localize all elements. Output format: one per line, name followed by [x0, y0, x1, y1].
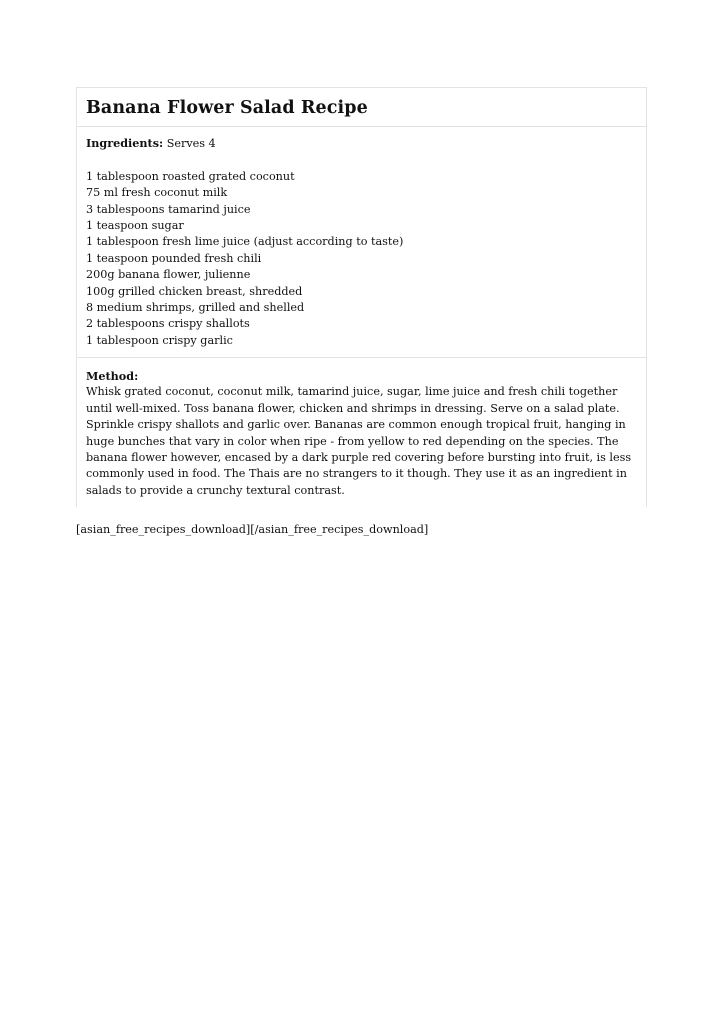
download-shortcode: [asian_free_recipes_download][/asian_free_recipes_download]: [76, 523, 429, 536]
ingredient-item: 100g grilled chicken breast, shredded: [86, 284, 303, 298]
ingredient-item: 2 tablespoons crispy shallots: [86, 317, 250, 331]
ingredients-list: [86, 169, 637, 349]
ingredient-item: 200g banana flower, julienne: [86, 268, 251, 282]
ingredient-item: 3 tablespoons tamarind juice: [86, 202, 251, 216]
method-text: Whisk grated coconut, coconut milk, tamarind juice, sugar, lime juice and fresh chili together until well-mixed. Toss banana flower, chicken and shrimps in dressing. Serve on a salad plate. Sprinkle crispy shallots and garlic over. Bananas are common enough tropical fruit, hanging in huge bunches that vary in color when ripe - from yellow to red depending on the species. The banana flower however, encased by a dark purple red covering before bursting into fruit, is less commonly used in food. The Thais are no strangers to it though. They use it as an ingredient in salads to provide a crunchy textural contrast.: [86, 385, 632, 497]
ingredients-section: [77, 127, 646, 358]
serves-line: [86, 135, 637, 152]
serves-text: Serves 4: [166, 137, 216, 150]
method-label: Method:: [86, 369, 139, 383]
ingredient-item: 1 tablespoon roasted grated coconut: [86, 169, 295, 183]
ingredient-item: 1 teaspoon sugar: [86, 219, 184, 233]
ingredient-item: 1 teaspoon pounded fresh chili: [86, 251, 262, 265]
ingredient-item: 1 tablespoon fresh lime juice (adjust according to taste): [86, 235, 404, 249]
ingredient-item: 8 medium shrimps, grilled and shelled: [86, 301, 305, 315]
ingredients-label: Ingredients:: [86, 136, 164, 150]
recipe-title: Banana Flower Salad Recipe: [86, 98, 368, 118]
recipe-title-section: [77, 88, 646, 127]
ingredient-item: 75 ml fresh coconut milk: [86, 186, 228, 200]
method-section: [77, 358, 646, 499]
ingredient-item: 1 tablespoon crispy garlic: [86, 333, 233, 347]
recipe-card: [76, 87, 647, 507]
